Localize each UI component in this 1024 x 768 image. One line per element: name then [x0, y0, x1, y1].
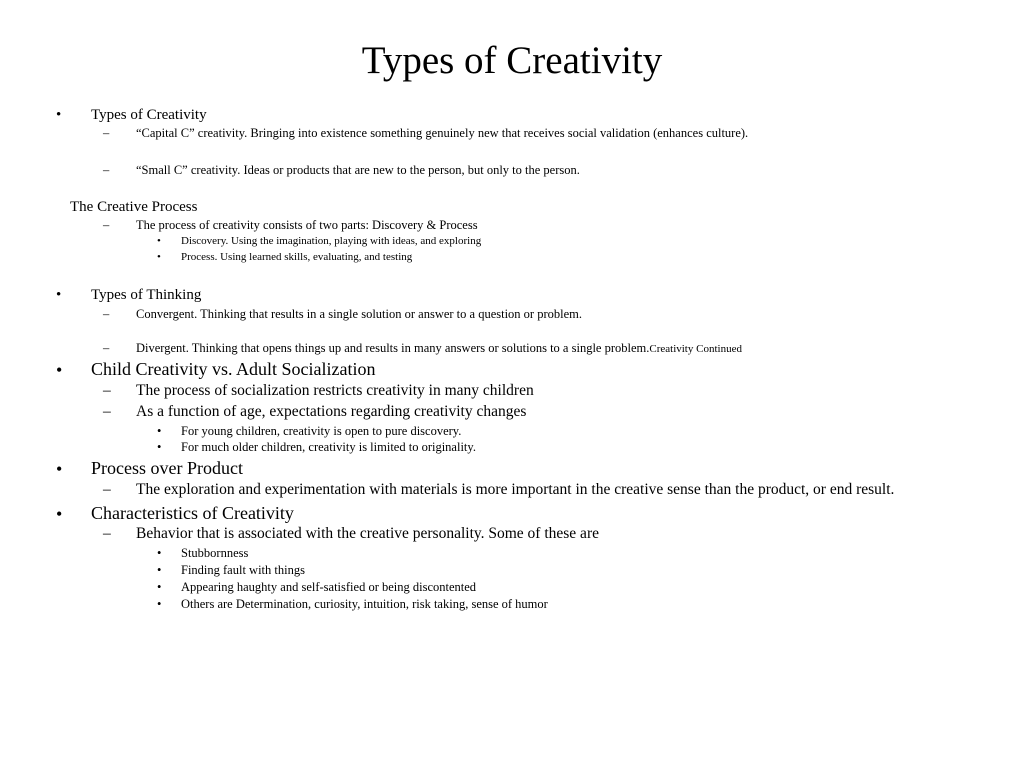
dash-marker: –	[103, 403, 111, 420]
sub-item-haughty: Appearing haughty and self-satisfied or being discontented	[181, 580, 477, 594]
item-capital-c-creativity: “Capital C” creativity. Bringing into existence something genuinely new that receives social validation (enhances culture).	[136, 126, 749, 140]
sub-item-stubbornness: Stubbornness	[181, 546, 249, 560]
item-divergent: Divergent. Thinking that opens things up and results in many answers or solutions to a single problem.	[136, 341, 650, 355]
sub-item-process: Process. Using learned skills, evaluating, and testing	[181, 251, 413, 263]
bullet-marker: •	[56, 360, 63, 380]
bullet-marker: •	[157, 251, 161, 263]
heading-types-of-thinking: Types of Thinking	[91, 287, 202, 303]
heading-child-vs-adult: Child Creativity vs. Adult Socialization	[91, 359, 376, 379]
sub-item-young-children: For young children, creativity is open to pure discovery.	[181, 424, 462, 438]
creativity-continued-label: Creativity Continued	[649, 343, 742, 355]
sub-item-finding-fault: Finding fault with things	[181, 563, 305, 577]
heading-process-over-product: Process over Product	[91, 458, 243, 478]
heading-the-creative-process: The Creative Process	[70, 199, 198, 215]
bullet-marker: •	[157, 580, 162, 594]
dash-marker: –	[103, 481, 111, 498]
item-convergent: Convergent. Thinking that results in a single solution or answer to a question or problem.	[136, 307, 583, 321]
bullet-marker: •	[56, 459, 63, 479]
bullet-marker: •	[157, 546, 162, 560]
dash-marker: –	[103, 525, 111, 542]
item-divergent-line	[136, 340, 742, 357]
heading-characteristics: Characteristics of Creativity	[91, 503, 294, 523]
bullet-marker: •	[157, 440, 162, 454]
slide-title: Types of Creativity	[361, 39, 663, 82]
item-two-parts: The process of creativity consists of two parts: Discovery & Process	[136, 218, 478, 232]
item-behavior: Behavior that is associated with the creative personality. Some of these are	[136, 525, 599, 542]
dash-marker: –	[103, 126, 110, 140]
bullet-marker: •	[56, 107, 62, 123]
bullet-marker: •	[56, 504, 63, 524]
item-function-of-age: As a function of age, expectations regarding creativity changes	[136, 403, 527, 420]
dash-marker: –	[103, 307, 110, 321]
item-exploration: The exploration and experimentation with materials is more important in the creative sense than the product, or end result.	[136, 481, 895, 498]
sub-item-others: Others are Determination, curiosity, intuition, risk taking, sense of humor	[181, 597, 548, 611]
sub-item-discovery: Discovery. Using the imagination, playing with ideas, and exploring	[181, 235, 482, 247]
bullet-marker: •	[157, 235, 161, 247]
dash-marker: –	[103, 218, 110, 232]
dash-marker: –	[103, 341, 110, 355]
heading-types-of-creativity: Types of Creativity	[91, 107, 207, 123]
dash-marker: –	[103, 382, 111, 399]
bullet-marker: •	[157, 424, 162, 438]
bullet-marker: •	[56, 287, 62, 303]
item-small-c-creativity: “Small C” creativity. Ideas or products that are new to the person, but only to the person.	[136, 163, 580, 177]
dash-marker: –	[103, 163, 110, 177]
sub-item-older-children: For much older children, creativity is limited to originality.	[181, 440, 476, 454]
item-socialization-restricts: The process of socialization restricts creativity in many children	[136, 382, 534, 399]
bullet-marker: •	[157, 597, 162, 611]
bullet-marker: •	[157, 563, 162, 577]
